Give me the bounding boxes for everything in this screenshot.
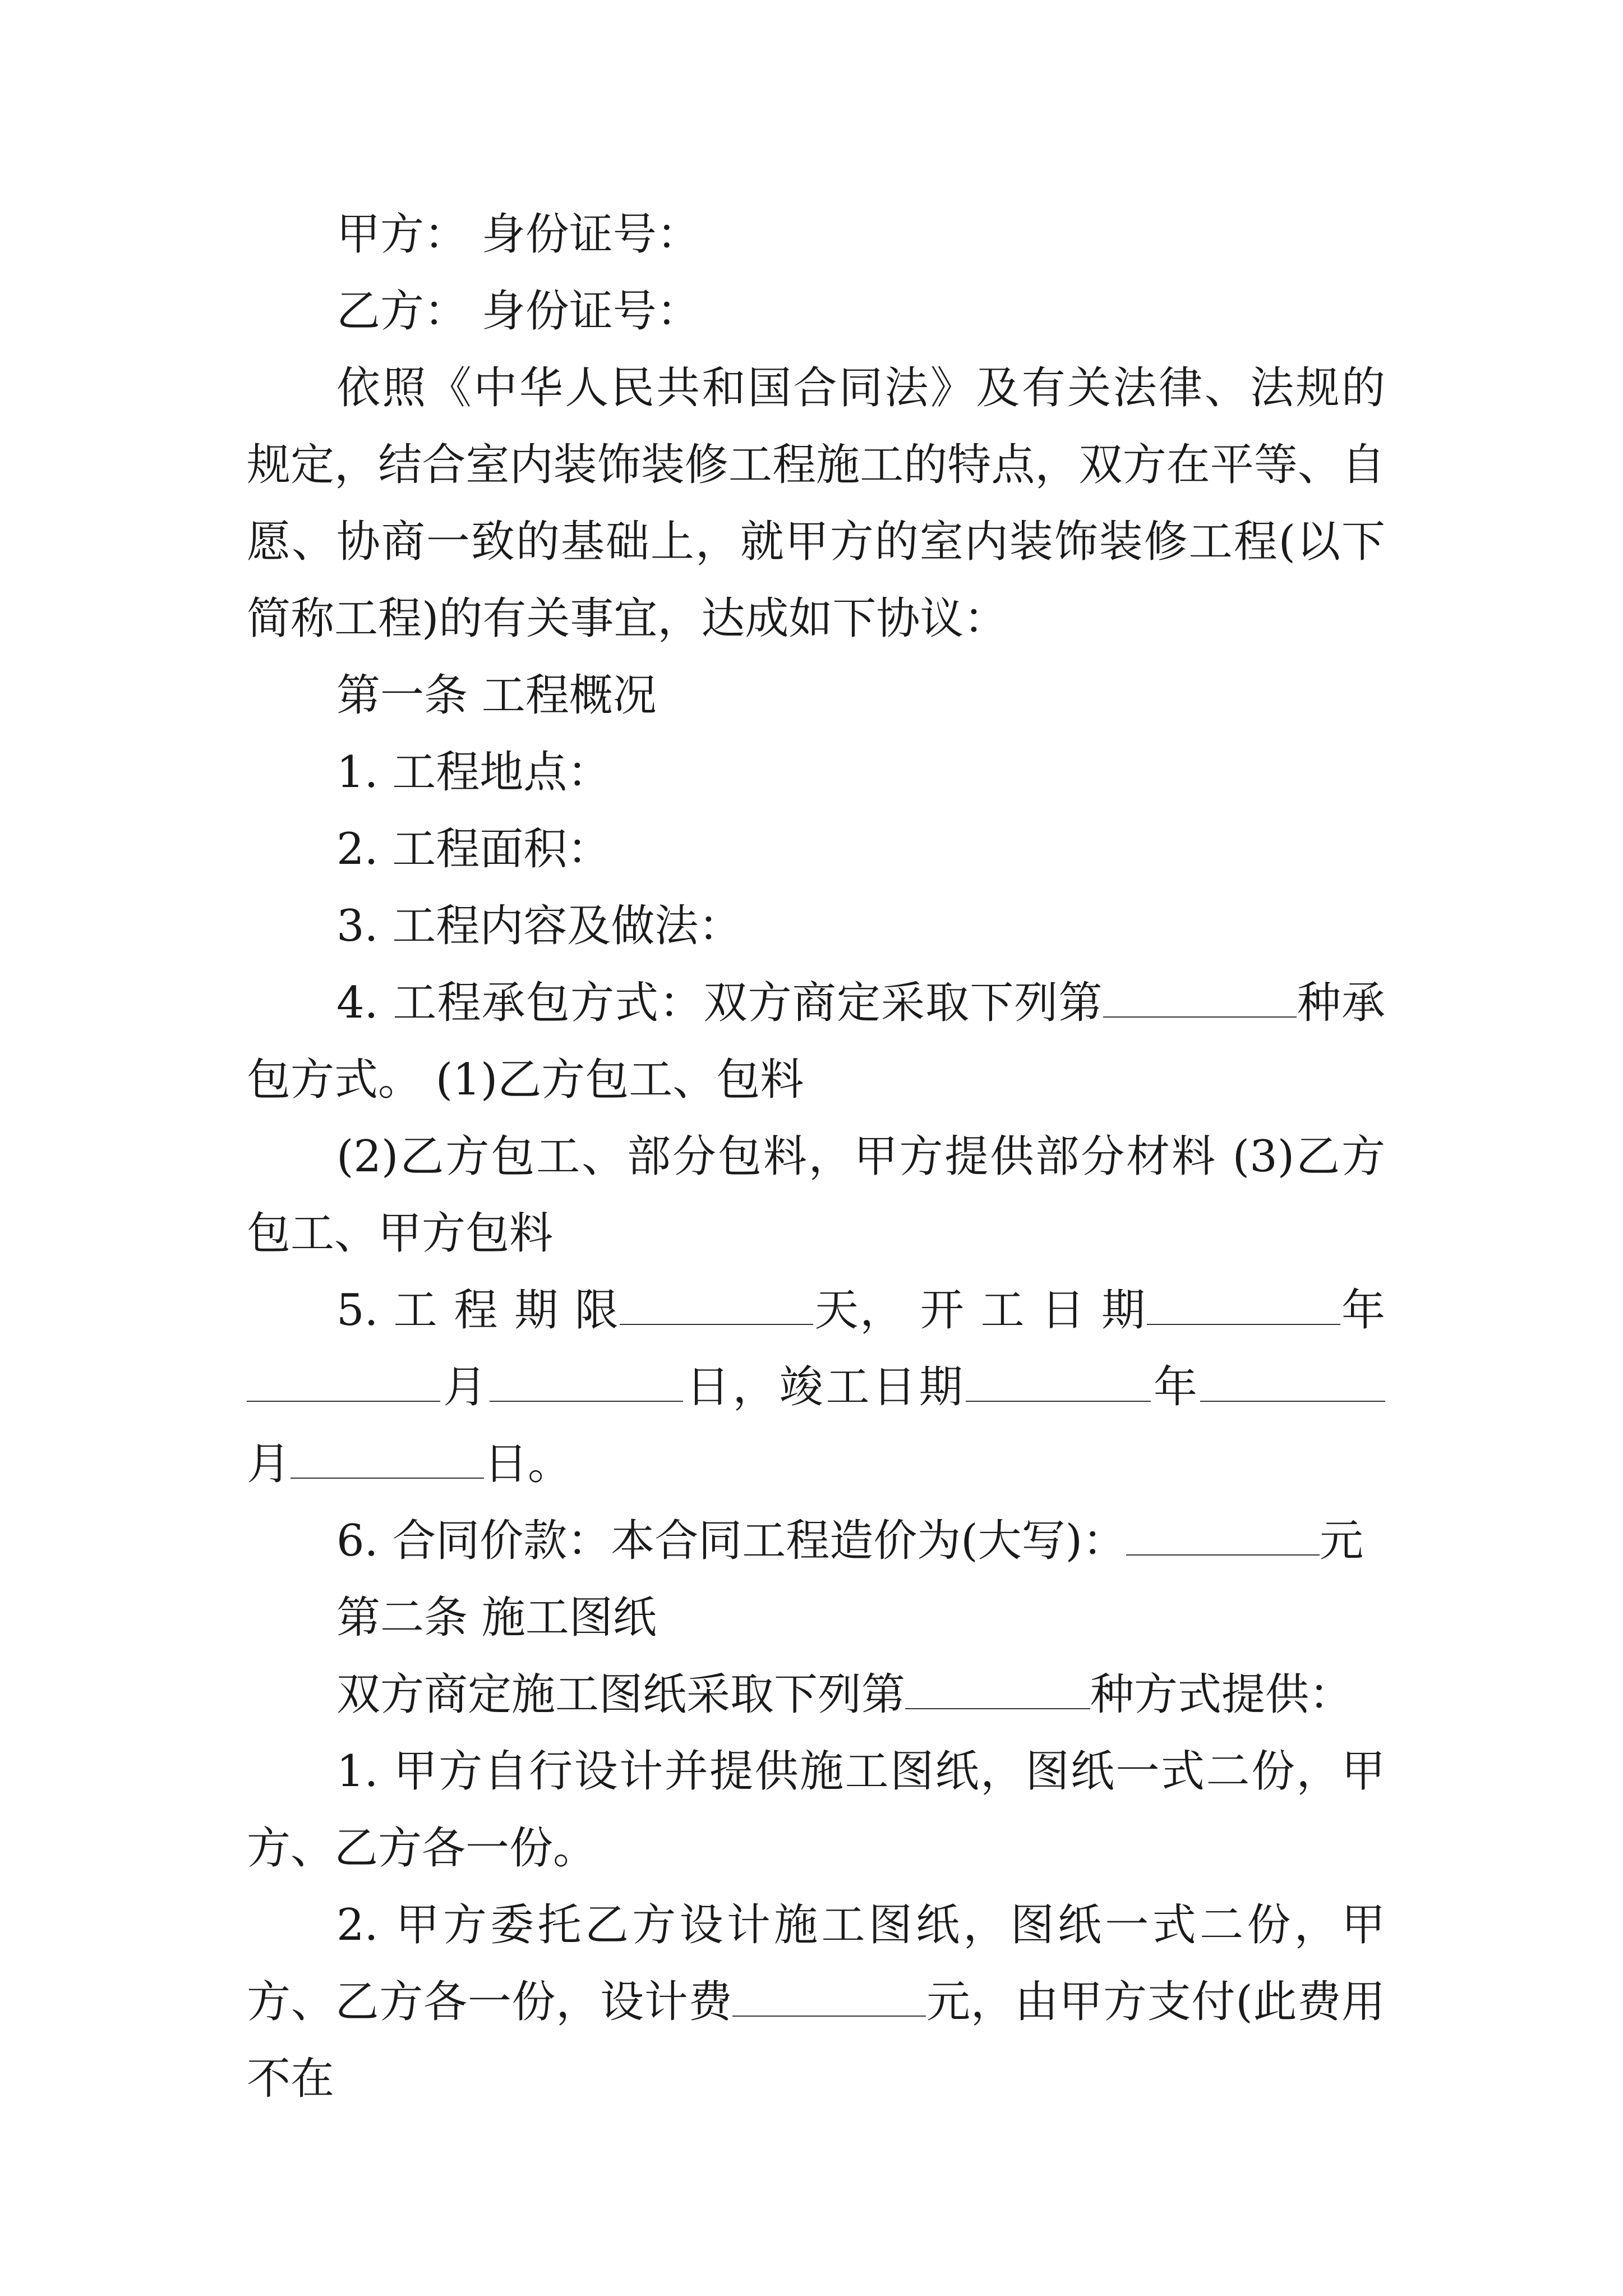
- article-2-item-2: [247, 1887, 1385, 2118]
- item-5-text-a: 5. 工 程 期 限: [336, 1285, 620, 1336]
- item-4-text-a: 4. 工程承包方式：双方商定采取下列第: [336, 978, 1103, 1028]
- blank-line: [905, 1708, 1090, 1709]
- blank-line: [732, 2015, 926, 2017]
- item-5-text-c: 年: [1340, 1285, 1385, 1336]
- article-2-item-1: 1. 甲方自行设计并提供施工图纸，图纸一式二份，甲方、乙方各一份。: [247, 1746, 1385, 1874]
- item-4-contract-mode: [247, 965, 1385, 1119]
- blank-line: [490, 1400, 683, 1402]
- item-5-text-b: 天， 开 工 日 期: [813, 1285, 1147, 1336]
- item-5-text-e: 日，竣工日期: [683, 1362, 966, 1412]
- blank-line: [966, 1400, 1151, 1402]
- art2-text-b: 种方式提供：: [1090, 1669, 1353, 1720]
- blank-line: [1126, 1554, 1320, 1556]
- contract-body: [247, 196, 1385, 2118]
- blank-line: [291, 1477, 484, 1479]
- item-2-area: 2. 工程面积：: [336, 824, 611, 875]
- article-2-title: 第二条 施工图纸: [336, 1593, 657, 1643]
- item-3-content: 3. 工程内容及做法：: [336, 901, 743, 951]
- blank-line: [1103, 1016, 1297, 1018]
- art2-text-a: 双方商定施工图纸采取下列第: [336, 1669, 906, 1720]
- item-5-text-g: 月: [247, 1439, 291, 1489]
- article-1-title: 第一条 工程概况: [336, 670, 657, 721]
- item-6-price: [247, 1503, 1385, 1580]
- item-5-text-h: 日。: [484, 1439, 572, 1489]
- party-b-line: 乙方： 身份证号：: [336, 286, 700, 337]
- article-2-intro: [247, 1657, 1385, 1733]
- blank-line: [1147, 1323, 1340, 1325]
- blank-line: [247, 1400, 440, 1402]
- art2-item2-text-b: 元，由甲方支付(此费用不在: [247, 1977, 1385, 2104]
- item-5-text-f: 年: [1150, 1362, 1200, 1412]
- item-6-text-b: 元: [1320, 1516, 1364, 1566]
- item-5-text-d: 月: [440, 1362, 490, 1412]
- item-1-location: 1. 工程地点：: [336, 747, 611, 798]
- blank-line: [1200, 1400, 1385, 1402]
- party-a-line: 甲方： 身份证号：: [336, 209, 700, 260]
- art2-item2-text-a: 2. 甲方委托乙方设计施工图纸，图纸一式二份，甲方、乙方各一份，设计费: [247, 1900, 1385, 2027]
- item-5-period: [247, 1272, 1385, 1503]
- item-6-text-a: 6. 合同价款：本合同工程造价为(大写)：: [336, 1516, 1127, 1566]
- item-4-options: (2)乙方包工、部分包料，甲方提供部分材料 (3)乙方包工、甲方包料: [247, 1131, 1385, 1259]
- item-4-text-b: 种承包方式。 (1)乙方包工、包料: [247, 978, 1385, 1105]
- blank-line: [620, 1323, 813, 1325]
- intro-paragraph: 依照《中华人民共和国合同法》及有关法律、法规的规定，结合室内装饰装修工程施工的特点，双方在平等、自愿、协商一致的基础上，就甲方的室内装饰装修工程(以下简称工程)的有关事宜，达成如下协议：: [247, 363, 1385, 644]
